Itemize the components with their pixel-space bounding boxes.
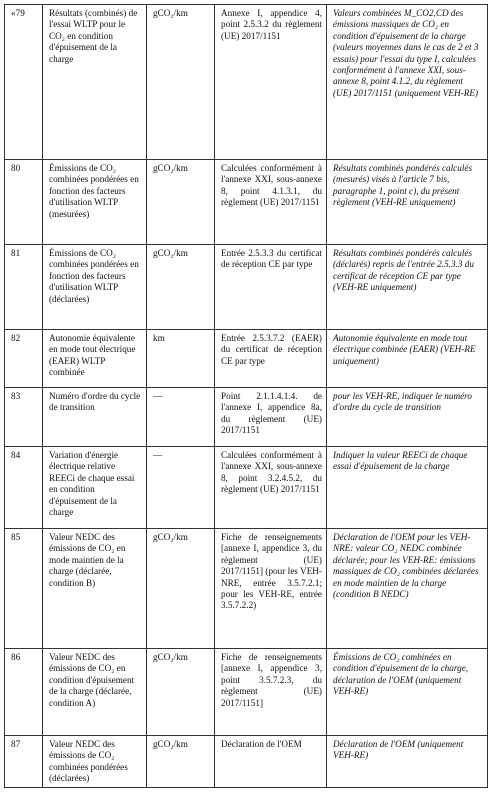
row-description: Valeur NEDC des émissions de CO₂ en mode maintien de la charge (déclarée, condition B) [43, 529, 147, 649]
table-row [5, 5, 488, 160]
row-description: Numéro d'ordre du cycle de transition [43, 388, 147, 447]
row-source: Fiche de renseignements [annexe I, appendice 3, du règlement (UE) 2017/1151] (pour les VEH-NRE, entrée 3.5.7.2.1; pour les VEH-RE, entrée 3.5.7.2.2) [215, 529, 327, 649]
row-number: 83 [5, 388, 43, 447]
row-number: 80 [5, 160, 43, 245]
row-description: Émissions de CO₂ combinées pondérées en fonction des facteurs d'utilisation WLTP (mesurées) [43, 160, 147, 245]
row-description: Variation d'énergie électrique relative REECi de chaque essai en condition d'épuisement de la charge [43, 447, 147, 529]
row-note: Autonomie équivalente en mode tout électrique combinée (EAER) (VEH-RE uniquement) [327, 330, 488, 388]
row-unit: gCO₂/km [147, 5, 215, 160]
row-number: «79 [5, 5, 43, 160]
row-description: Résultats (combinés) de l'essai WLTP pour le CO₂ en condition d'épuisement de la charge [43, 5, 147, 160]
row-number: 86 [5, 649, 43, 736]
row-source: Déclaration de l'OEM [215, 736, 327, 788]
row-source: Point 2.1.1.4.1.4. de l'annexe I, appendice 8a, du règlement (UE) 2017/1151 [215, 388, 327, 447]
row-description: Valeur NEDC des émissions de CO₂ en condition d'épuisement de la charge (déclarée, condition A) [43, 649, 147, 736]
row-description: Autonomie équivalente en mode tout électrique (EAER) WLTP combinée [43, 330, 147, 388]
row-note: pour les VEH-RE, indiquer le numéro d'ordre du cycle de transition [327, 388, 488, 447]
row-number: 85 [5, 529, 43, 649]
table-row [5, 529, 488, 649]
row-number: 84 [5, 447, 43, 529]
table-row [5, 160, 488, 245]
row-unit: gCO₂/km [147, 529, 215, 649]
row-note: Résultats combinés pondérés calculés (mesurés) visés à l'article 7 bis, paragraphe 1, point c), du présent règlement (VEH-RE uniquement) [327, 160, 488, 245]
table-row [5, 245, 488, 330]
row-unit: gCO₂/km [147, 245, 215, 330]
row-source: Fiche de renseignements [annexe I, appendice 3, point 3.5.7.2.3, du règlement (UE) 2017/1151] [215, 649, 327, 736]
table-row [5, 388, 488, 447]
table-row [5, 649, 488, 736]
row-number: 82 [5, 330, 43, 388]
row-number: 87 [5, 736, 43, 788]
row-note: Résultats combinés pondérés calculés (déclarés) repris de l'entrée 2.5.3.3 du certificat de réception CE par type (VEH-RE uniquement) [327, 245, 488, 330]
row-source: Entrée 2.5.3.3 du certificat de réception CE par type [215, 245, 327, 330]
row-note: Valeurs combinées M_CO2,CD des émissions massiques de CO₂ en condition d'épuisement de la charge (valeurs moyennes dans le cas de 2 et 3 essais) pour l'essai du type I, calculées conformément à l'annexe XXI, sous-annexe 8, point 4.1.2, du règlement (UE) 2017/1151 (uniquement VEH-RE) [327, 5, 488, 160]
regulation-table [4, 4, 488, 788]
table-row [5, 736, 488, 788]
row-unit: gCO₂/km [147, 649, 215, 736]
row-note: Émissions de CO₂ combinées en condition d'épuisement de la charge, déclaration de l'OEM (uniquement VEH-RE) [327, 649, 488, 736]
row-source: Annexe I, appendice 4, point 2.5.3.2 du règlement (UE) 2017/1151 [215, 5, 327, 160]
row-unit: — [147, 447, 215, 529]
row-unit: — [147, 388, 215, 447]
table-row [5, 447, 488, 529]
row-description: Valeur NEDC des émissions de CO₂ combinées pondérées (déclarées) [43, 736, 147, 788]
row-unit: km [147, 330, 215, 388]
row-unit: gCO₂/km [147, 160, 215, 245]
row-source: Calculées conformément à l'annexe XXI, sous-annexe 8, point 4.1.3.1, du règlement (UE) 2017/1151 [215, 160, 327, 245]
row-description: Émissions de CO₂ combinées pondérées en fonction des facteurs d'utilisation WLTP (déclarées) [43, 245, 147, 330]
row-note: Indiquer la valeur REECi de chaque essai d'épuisement de la charge [327, 447, 488, 529]
row-source: Entrée 2.5.3.7.2 (EAER) du certificat de réception CE par type [215, 330, 327, 388]
row-source: Calculées conformément à l'annexe XXI, sous-annexe 8, point 3.2.4.5.2, du règlement (UE) 2017/1151 [215, 447, 327, 529]
row-number: 81 [5, 245, 43, 330]
table-row [5, 330, 488, 388]
row-unit: gCO₂/km [147, 736, 215, 788]
row-note: Déclaration de l'OEM pour les VEH-NRE: valeur CO₂ NEDC combinée déclarée; pour les VEH-RE: émissions massiques de CO₂ combinées déclarées en mode maintien de la charge (condition B NEDC) [327, 529, 488, 649]
row-note: Déclaration de l'OEM (uniquement VEH-RE) [327, 736, 488, 788]
